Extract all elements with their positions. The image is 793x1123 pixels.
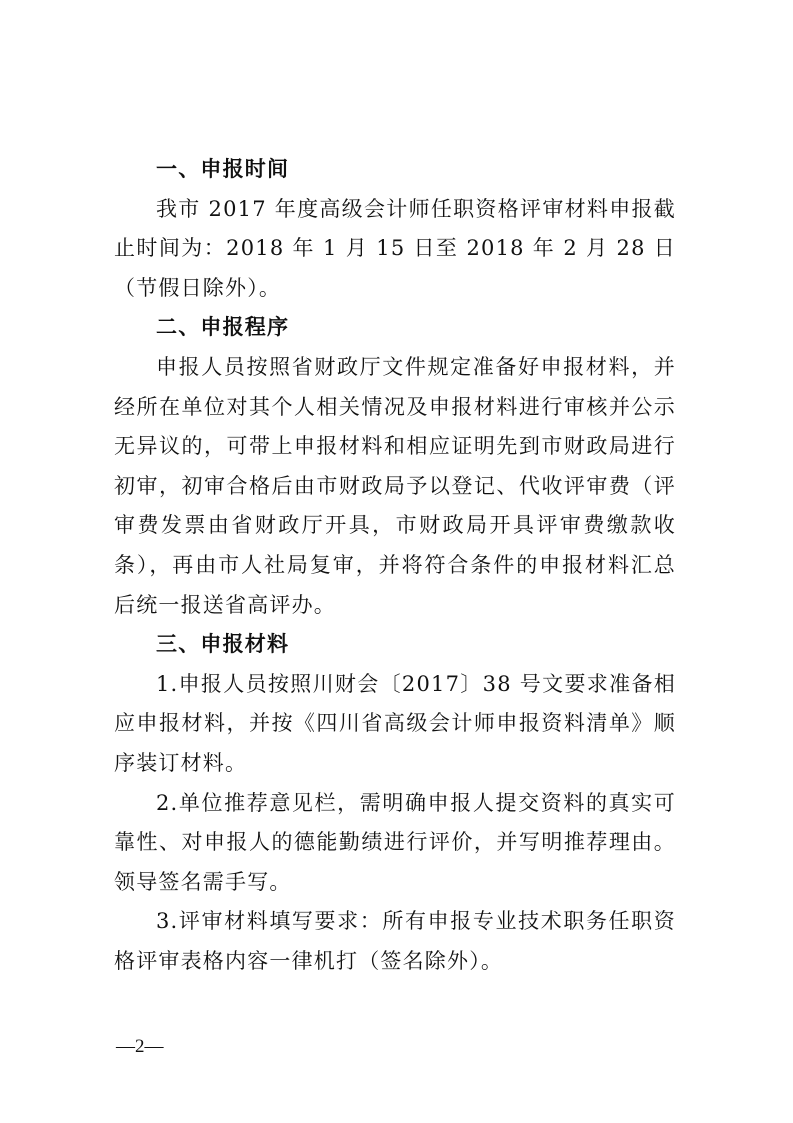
paragraph-materials-2: 2.单位推荐意见栏，需明确申报人提交资料的真实可靠性、对申报人的德能勤绩进行评价，并写明推荐理由。领导签名需手写。 [114,790,676,894]
paragraph-time: 我市 2017 年度高级会计师任职资格评审材料申报截止时间为：2018 年 1 月 15 日至 2018 年 2 月 28 日（节假日除外）。 [114,196,676,300]
document-body [114,150,676,981]
section-heading-materials: 三、申报材料 [156,632,290,657]
section-heading-time: 一、申报时间 [156,157,290,181]
paragraph-materials-1: 1.申报人员按照川财会〔2017〕38 号文要求准备相应申报材料，并按《四川省高级会计师申报资料清单》顺序装订材料。 [114,671,676,775]
page-number: —2— [116,1036,164,1057]
paragraph-procedure: 申报人员按照省财政厅文件规定准备好申报材料，并经所在单位对其个人相关情况及申报材料进行审核并公示无异议的，可带上申报材料和相应证明先到市财政局进行初审，初审合格后由市财政局予以登记、代收评审费（评审费发票由省财政厅开具，市财政局开具评审费缴款收条），再由市人社局复审，并将符合条件的申报材料汇总后统一报送省高评办。 [114,354,676,617]
section-heading-procedure: 二、申报程序 [156,315,290,340]
paragraph-materials-3: 3.评审材料填写要求：所有申报专业技术职务任职资格评审表格内容一律机打（签名除外）。 [114,909,676,973]
